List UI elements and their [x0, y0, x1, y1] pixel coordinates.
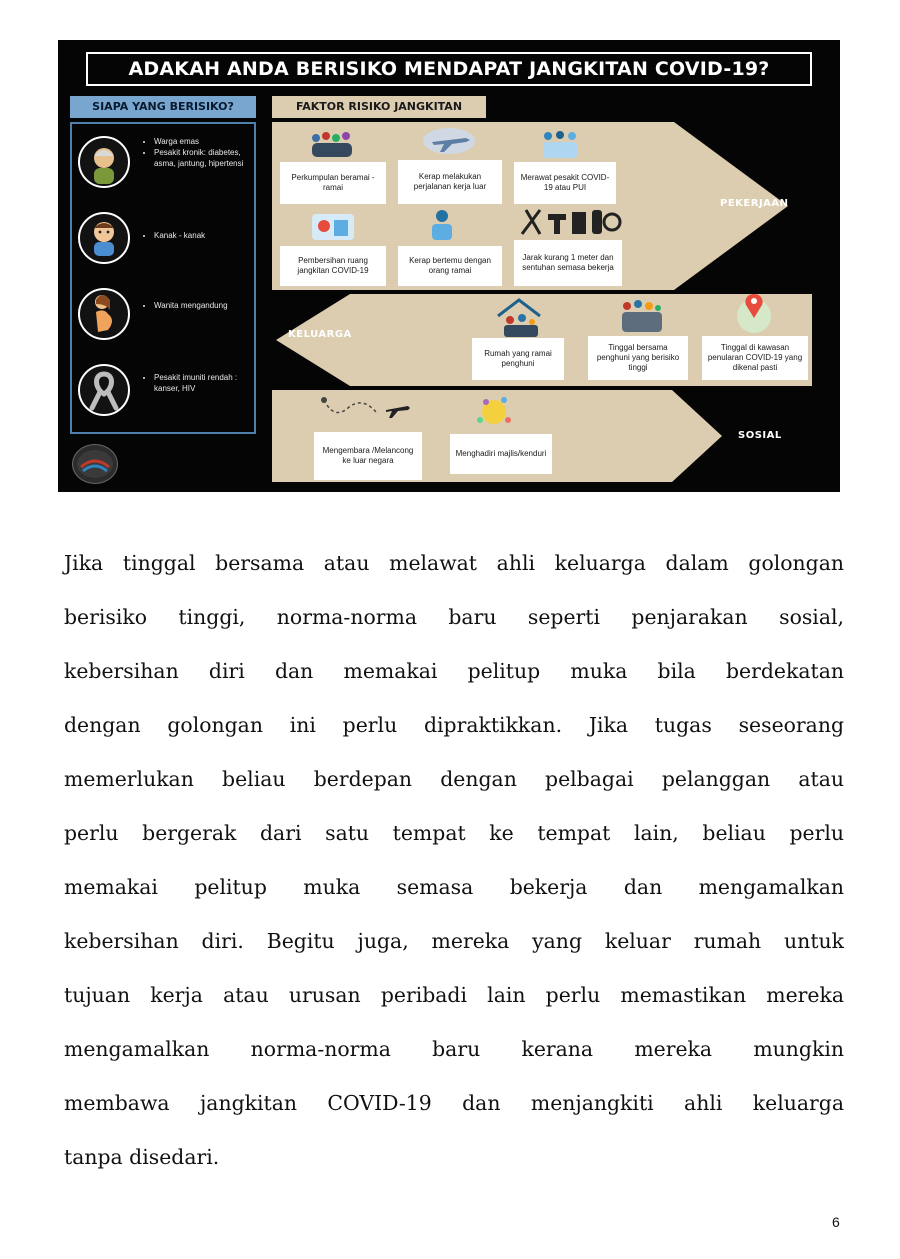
paragraph-line: Jika tinggal bersama atau melawat ahli keluarga dalam golongan	[64, 551, 844, 575]
paragraph-line: berisiko tinggi, norma-norma baru seperti penjarakan sosial,	[64, 605, 844, 629]
paragraph-line: kebersihan diri dan memakai pelitup muka bila berdekatan	[64, 659, 844, 683]
family-house-icon	[494, 298, 544, 343]
celebration-icon	[472, 394, 516, 435]
travel-route-icon	[320, 394, 412, 427]
medical-staff-icon	[538, 128, 582, 165]
paragraph-line: tanpa disedari.	[64, 1145, 220, 1169]
paragraph-line: perlu bergerak dari satu tempat ke tempat lain, beliau perlu	[64, 821, 844, 845]
who-text: • Wanita mengandung	[154, 300, 252, 311]
row-label-keluarga: KELUARGA	[288, 329, 352, 340]
risk-card: Tinggal bersama penghuni yang berisiko tinggi	[588, 336, 688, 380]
risk-card: Menghadiri majlis/kenduri	[450, 434, 552, 474]
tools-icon	[516, 204, 626, 243]
family-group-icon	[618, 298, 664, 339]
who-text: • Pesakit imuniti rendah : kanser, HIV	[154, 372, 252, 394]
paragraph-line: memerlukan beliau berdepan dengan pelbagai pelanggan atau	[64, 767, 844, 791]
risk-factors-heading: FAKTOR RISIKO JANGKITAN	[272, 96, 486, 118]
row-label-sosial: SOSIAL	[738, 430, 782, 441]
who-at-risk-heading: SIAPA YANG BERISIKO?	[70, 96, 256, 118]
risk-card: Kerap bertemu dengan orang ramai	[398, 246, 502, 286]
paragraph-line: dengan golongan ini perlu dipraktikkan. Jika tugas seseorang	[64, 713, 844, 737]
cleaning-icon	[308, 206, 358, 247]
who-text: • Kanak - kanak	[154, 230, 252, 241]
risk-card: Kerap melakukan perjalanan kerja luar	[398, 160, 502, 204]
page-number: 6	[832, 1214, 840, 1230]
infographic-title: ADAKAH ANDA BERISIKO MENDAPAT JANGKITAN COVID-19?	[86, 52, 812, 86]
location-pin-icon	[732, 290, 776, 339]
airplane-icon	[422, 126, 476, 161]
risk-card: Perkumpulan beramai - ramai	[280, 162, 386, 204]
who-text: • Warga emas	[154, 136, 252, 147]
meeting-icon	[422, 206, 462, 247]
risk-card: Tinggal di kawasan penularan COVID-19 yang dikenal pasti	[702, 336, 808, 380]
risk-card: Merawat pesakit COVID-19 atau PUI	[514, 162, 616, 204]
row-label-pekerjaan: PEKERJAAN	[720, 198, 789, 209]
paragraph-line: membawa jangkitan COVID-19 dan menjangkiti ahli keluarga	[64, 1091, 844, 1115]
paragraph-line: tujuan kerja atau urusan peribadi lain perlu memastikan mereka	[64, 983, 844, 1007]
risk-card: Jarak kurang 1 meter dan sentuhan semasa bekerja	[514, 240, 622, 286]
risk-card: Pembersihan ruang jangkitan COVID-19	[280, 246, 386, 286]
risk-card: Mengembara /Melancong ke luar negara	[314, 432, 422, 480]
paragraph-line: mengamalkan norma-norma baru kerana mereka mungkin	[64, 1037, 844, 1061]
paragraph-line: kebersihan diri. Begitu juga, mereka yang keluar rumah untuk	[64, 929, 844, 953]
covid-risk-infographic	[58, 40, 840, 492]
who-text: • Pesakit kronik: diabetes, asma, jantung, hipertensi	[154, 147, 252, 169]
paragraph-line: memakai pelitup muka semasa bekerja dan mengamalkan	[64, 875, 844, 899]
body-paragraph	[64, 536, 844, 1184]
crowd-icon	[308, 128, 356, 165]
risk-card: Rumah yang ramai penghuni	[472, 338, 564, 380]
